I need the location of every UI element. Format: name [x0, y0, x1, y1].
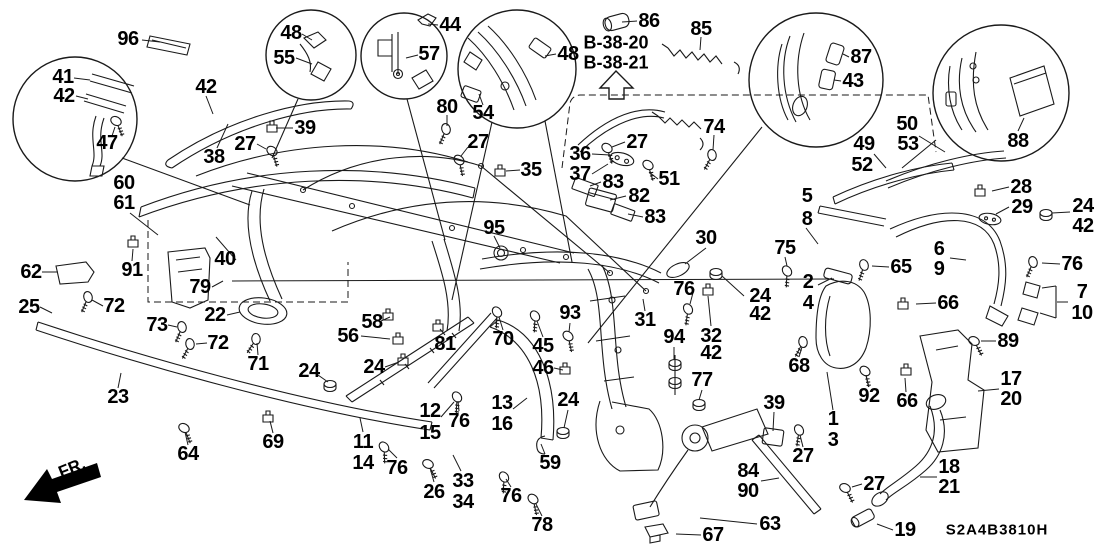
- part-label-83-26: 83: [602, 171, 624, 193]
- part-label-79-56: 79: [189, 276, 211, 298]
- part-label-23-63: 23: [107, 386, 129, 408]
- part-label-76-87: 76: [500, 485, 522, 507]
- detail-circle-a: [13, 57, 137, 181]
- part-label-48-16: 48: [557, 43, 579, 65]
- part-label-95-22: 95: [483, 217, 505, 239]
- part-label-27-25: 27: [626, 131, 648, 153]
- part-label-49-35: 49: [853, 133, 875, 155]
- frame-assembly: [36, 12, 1056, 546]
- spring-74-cable: [652, 112, 703, 150]
- reference-link-b-38-21[interactable]: B-38-21: [583, 52, 649, 73]
- part-label-1-107: 1: [827, 408, 839, 430]
- part-label-5-41: 5: [801, 185, 813, 207]
- part-label-93-74: 93: [559, 302, 581, 324]
- part-label-24-66: 24: [298, 360, 320, 382]
- part-label-65-47: 65: [890, 256, 912, 278]
- part-label-45-72: 45: [532, 335, 554, 357]
- part-label-27-9: 27: [234, 133, 256, 155]
- part-label-42-2: 42: [53, 85, 75, 107]
- part-label-20-104: 20: [1000, 388, 1022, 410]
- part-label-81-70: 81: [434, 333, 456, 355]
- part-label-33-85: 33: [452, 470, 474, 492]
- part-label-27-20: 27: [467, 131, 489, 153]
- part-label-59-88: 59: [539, 452, 561, 474]
- part-label-21-115: 21: [938, 476, 960, 498]
- part-label-92-100: 92: [858, 385, 880, 407]
- part-label-74-19: 74: [703, 116, 725, 138]
- part-label-43-31: 43: [842, 70, 864, 92]
- part-label-85-18: 85: [690, 18, 712, 40]
- part-label-27-106: 27: [792, 445, 814, 467]
- part-label-73-60: 73: [146, 314, 168, 336]
- part-label-57-13: 57: [418, 43, 440, 65]
- part-label-64-64: 64: [177, 443, 199, 465]
- part-label-25-57: 25: [18, 296, 40, 318]
- detail-circle-f: [933, 25, 1069, 161]
- part-label-68-99: 68: [788, 355, 810, 377]
- part-label-13-79: 13: [491, 392, 513, 414]
- part-label-39-8: 39: [294, 117, 316, 139]
- part-label-38-7: 38: [203, 146, 225, 168]
- leader-lines: [40, 18, 1070, 535]
- part-label-35-21: 35: [520, 159, 542, 181]
- part-label-77-96: 77: [691, 369, 713, 391]
- part-label-32-92: 32: [700, 325, 722, 347]
- part-label-60-10: 60: [113, 172, 135, 194]
- part-label-46-73: 46: [532, 357, 554, 379]
- part-label-76-78: 76: [448, 410, 470, 432]
- part-label-24-69: 24: [363, 356, 385, 378]
- detail-circle-e: [749, 13, 883, 147]
- part-label-61-11: 61: [113, 192, 135, 214]
- part-label-67-112: 67: [702, 524, 724, 546]
- circle-pointer-lines: [122, 96, 936, 343]
- diagram-code: S2A4B3810H: [945, 521, 1049, 539]
- part-label-55-5: 55: [273, 47, 295, 69]
- detail-circle-c: [361, 13, 447, 99]
- part-label-42-6: 42: [195, 76, 217, 98]
- part-label-11-81: 11: [352, 431, 374, 453]
- part-label-96-0: 96: [117, 28, 139, 50]
- part-label-58-67: 58: [361, 311, 383, 333]
- part-label-69-65: 69: [262, 431, 284, 453]
- part-label-84-109: 84: [737, 460, 759, 482]
- part-label-30-90: 30: [695, 227, 717, 249]
- part-label-66-101: 66: [896, 390, 918, 412]
- part-label-50-33: 50: [896, 113, 918, 135]
- part-label-3-108: 3: [827, 429, 839, 451]
- part-label-16-80: 16: [491, 413, 513, 435]
- part-label-54-15: 54: [472, 102, 494, 124]
- part-label-80-14: 80: [436, 96, 458, 118]
- part-label-63-111: 63: [759, 513, 781, 535]
- part-label-52-36: 52: [851, 154, 873, 176]
- part-label-34-86: 34: [452, 491, 474, 513]
- part-label-27-113: 27: [863, 473, 885, 495]
- fr-direction-arrow: [24, 454, 101, 503]
- dashed-boundaries: [148, 95, 936, 302]
- part-label-37-24: 37: [569, 163, 591, 185]
- part-label-48-4: 48: [280, 22, 302, 44]
- part-label-40-55: 40: [214, 248, 236, 270]
- part-label-41-1: 41: [52, 66, 74, 88]
- part-label-9-46: 9: [933, 258, 945, 280]
- part-label-53-34: 53: [897, 133, 919, 155]
- part-label-18-114: 18: [938, 456, 960, 478]
- spring-85: [662, 44, 739, 74]
- detail-circle-d: [458, 10, 579, 128]
- part-label-86-17: 86: [638, 10, 660, 32]
- part-label-22-59: 22: [204, 304, 226, 326]
- detail-circle-b: [266, 10, 356, 100]
- part-label-87-30: 87: [850, 46, 872, 68]
- part-label-12-76: 12: [419, 400, 441, 422]
- part-label-29-38: 29: [1011, 196, 1033, 218]
- part-label-83-28: 83: [644, 206, 666, 228]
- part-label-31-91: 31: [634, 309, 656, 331]
- part-label-6-45: 6: [933, 238, 945, 260]
- part-label-24-97: 24: [749, 285, 771, 307]
- part-label-91-54: 91: [121, 259, 143, 281]
- part-label-26-84: 26: [423, 481, 445, 503]
- part-label-42-40: 42: [1072, 215, 1094, 237]
- part-label-56-68: 56: [337, 325, 359, 347]
- part-label-90-110: 90: [737, 480, 759, 502]
- part-label-51-29: 51: [658, 168, 680, 190]
- part-label-78-89: 78: [531, 514, 553, 536]
- part-label-2-51: 2: [802, 271, 814, 293]
- part-label-24-39: 24: [1072, 195, 1094, 217]
- fastener-glyphs: [77, 121, 1052, 515]
- fr-label: FR.: [55, 453, 89, 482]
- part-label-39-105: 39: [763, 392, 785, 414]
- part-label-36-23: 36: [569, 143, 591, 165]
- part-label-72-58: 72: [103, 295, 125, 317]
- part-label-8-42: 8: [801, 208, 813, 230]
- part-label-89-102: 89: [997, 330, 1019, 352]
- part-label-47-3: 47: [96, 132, 118, 154]
- part-label-71-62: 71: [247, 353, 269, 375]
- part-label-42-93: 42: [700, 342, 722, 364]
- part-label-7-49: 7: [1076, 281, 1088, 303]
- part-label-19-116: 19: [894, 519, 916, 541]
- part-label-44-12: 44: [439, 14, 461, 36]
- part-label-76-44: 76: [1061, 253, 1083, 275]
- part-label-66-48: 66: [937, 292, 959, 314]
- part-label-15-77: 15: [419, 422, 441, 444]
- reference-link-b-38-20[interactable]: B-38-20: [583, 32, 649, 53]
- part-label-28-37: 28: [1010, 176, 1032, 198]
- part-label-14-82: 14: [352, 452, 374, 474]
- part-label-70-71: 70: [492, 328, 514, 350]
- part-label-24-75: 24: [557, 389, 579, 411]
- part-label-42-98: 42: [749, 303, 771, 325]
- part-label-88-32: 88: [1007, 130, 1029, 152]
- part-label-76-95: 76: [673, 278, 695, 300]
- part-label-62-53: 62: [20, 261, 42, 283]
- part-label-94-94: 94: [663, 326, 685, 348]
- part-label-17-103: 17: [1000, 368, 1022, 390]
- part-label-4-52: 4: [802, 292, 814, 314]
- part-label-72-61: 72: [207, 332, 229, 354]
- part-label-10-50: 10: [1071, 302, 1093, 324]
- part-label-75-43: 75: [774, 237, 796, 259]
- part-label-82-27: 82: [628, 185, 650, 207]
- part-label-76-83: 76: [386, 457, 408, 479]
